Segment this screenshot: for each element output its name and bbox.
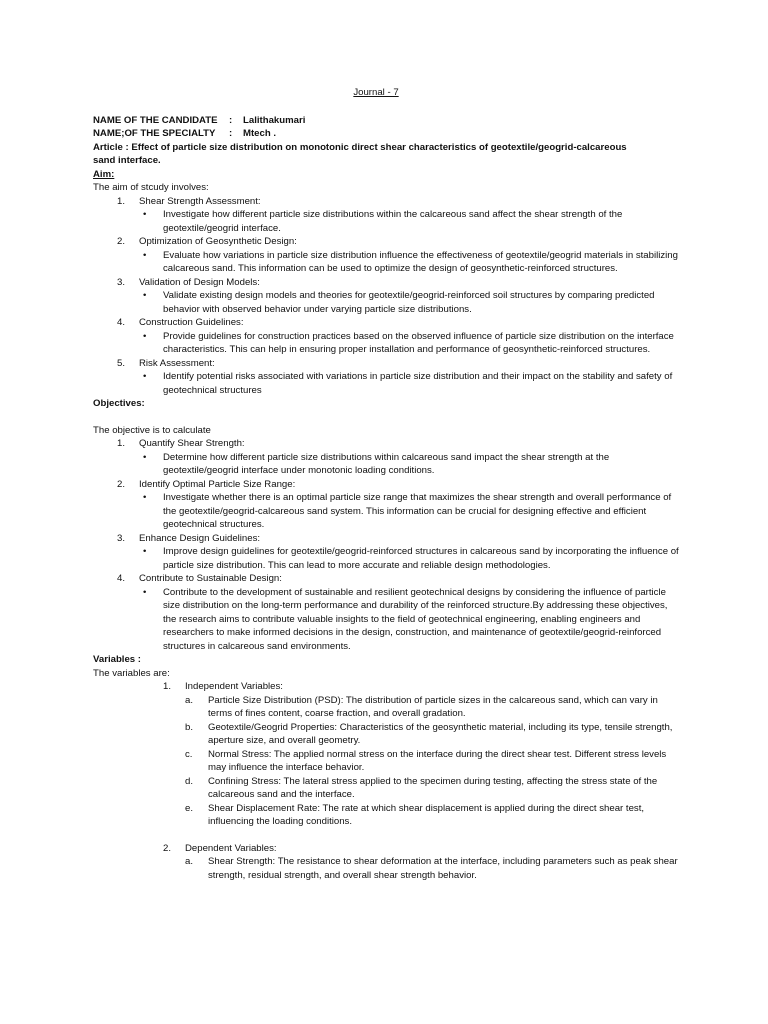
list-letter: a. (185, 856, 194, 867)
bullet-item (93, 249, 683, 276)
specialty-label: NAME;OF THE SPECIALTY (93, 128, 216, 139)
list-item (93, 316, 683, 330)
list-item (93, 775, 683, 802)
bullet-icon: • (143, 546, 147, 557)
list-item (93, 721, 683, 748)
list-item-title: Construction Guidelines: (139, 317, 244, 328)
list-item (93, 532, 683, 546)
list-item-title: Optimization of Geosynthetic Design: (139, 236, 297, 247)
list-item-text: Shear Strength: The resistance to shear deformation at the interface, including parameters such as peak shear strength, residual strength, and overall shear strength behavior. (208, 856, 678, 881)
list-item (93, 276, 683, 290)
list-item-text: Geotextile/Geogrid Properties: Characteristics of the geosynthetic material, including its type, tensile strength, aperture size, and overall geometry. (208, 721, 673, 746)
list-item (93, 855, 683, 882)
list-number: 1. (117, 195, 126, 207)
list-number: 2. (117, 478, 126, 490)
list-letter: e. (185, 802, 194, 814)
list-item-title: Shear Strength Assessment: (139, 195, 261, 207)
list-item-text: Confining Stress: The lateral stress applied to the specimen during testing, affecting the stress state of the calcareous sand and the interface. (208, 775, 658, 800)
list-number: 2. (163, 842, 172, 854)
list-number: 1. (163, 681, 172, 692)
bullet-icon: • (143, 492, 147, 503)
bullet-text: Identify potential risks associated with variations in particle size distribution and their impact on the stability and safety of geotechnical structures (163, 371, 673, 396)
candidate-value: Lalithakumari (243, 114, 306, 126)
objectives-heading: Objectives: (93, 398, 145, 409)
variables-heading: Variables : (93, 654, 141, 665)
list-letter: a. (185, 694, 194, 706)
dependent-variables-item (93, 842, 683, 856)
independent-list (93, 694, 683, 829)
aim-intro: The aim of stcudy involves: (93, 182, 209, 193)
dependent-list (93, 855, 683, 882)
list-item (93, 357, 683, 371)
bullet-text: Improve design guidelines for geotextile/geogrid-reinforced structures in calcareous sand by incorporating the influence of particle size distribution. This can lead to more accurate and reliable design methodologies. (163, 546, 679, 571)
bullet-icon: • (143, 451, 147, 463)
list-item (93, 748, 683, 775)
bullet-text: Investigate whether there is an optimal particle size range that maximizes the shear strength and overall performance of the geotextile/geogrid-calcareous sand system. This information can be crucial for designing effective and efficient geotechnical structures. (163, 492, 672, 530)
list-number: 1. (117, 438, 126, 449)
bullet-text: Evaluate how variations in particle size distribution influence the effectiveness of geotextile/geogrid materials in stabilizing calcareous sand. This information can be used to optimize the design of geosynthetic-reinforced structures. (163, 249, 678, 274)
list-item-text: Particle Size Distribution (PSD): The distribution of particle sizes in the calcareous sand, which can vary in terms of fines content, coarse fraction, and overall gradation. (208, 694, 658, 719)
bullet-text: Investigate how different particle size distributions within the calcareous sand affect the shear strength of the geotextile/geogrid interface. (163, 209, 623, 234)
candidate-colon: : (229, 114, 233, 126)
list-number: 5. (117, 357, 126, 369)
spacer (93, 411, 683, 424)
list-number: 2. (117, 236, 126, 247)
candidate-label: NAME OF THE CANDIDATE (93, 114, 218, 126)
candidate-row (93, 114, 683, 128)
list-item (93, 235, 683, 249)
bullet-item (93, 289, 683, 316)
list-number: 4. (117, 573, 126, 584)
specialty-row (93, 127, 683, 141)
list-letter: b. (185, 721, 194, 733)
bullet-item (93, 451, 683, 478)
objectives-list (93, 437, 683, 653)
bullet-text: Validate existing design models and theories for geotextile/geogrid-reinforced soil structures by comparing predicted behavior with observed behavior under varying particle size distributions. (163, 290, 655, 315)
list-item-title: Contribute to Sustainable Design: (139, 573, 282, 584)
specialty-colon: : (229, 128, 233, 139)
article-title-line2: sand interface. (93, 155, 161, 166)
article-title-line1: Article : Effect of particle size distribution on monotonic direct shear characteristics of geotextile/geogrid-calcareous (93, 141, 627, 153)
document-page (93, 86, 683, 882)
bullet-icon: • (143, 290, 147, 301)
list-item (93, 802, 683, 829)
list-number: 4. (117, 317, 126, 328)
bullet-text: Provide guidelines for construction practices based on the observed influence of particle size distribution on the interface characteristics. This can help in ensuring proper installation and performance of geosynthetic-reinforced structures. (163, 330, 674, 355)
list-item (93, 694, 683, 721)
specialty-value: Mtech . (243, 128, 277, 139)
list-item (93, 437, 683, 451)
bullet-item (93, 586, 683, 654)
bullet-item (93, 491, 683, 532)
list-item-title: Enhance Design Guidelines: (139, 532, 261, 544)
dependent-variables-title: Dependent Variables: (185, 842, 277, 854)
bullet-item (93, 208, 683, 235)
spacer (93, 829, 683, 842)
independent-variables-title: Independent Variables: (185, 681, 283, 692)
objectives-intro: The objective is to calculate (93, 424, 211, 436)
list-letter: d. (185, 775, 194, 787)
aim-heading: Aim: (93, 168, 115, 180)
list-number: 3. (117, 532, 126, 544)
bullet-icon: • (143, 371, 147, 382)
list-item-text: Shear Displacement Rate: The rate at which shear displacement is applied during the direct shear test, influencing the loading conditions. (208, 802, 645, 827)
independent-variables-item (93, 680, 683, 694)
bullet-icon: • (143, 330, 147, 342)
list-item-title: Validation of Design Models: (139, 276, 260, 288)
bullet-text: Determine how different particle size distributions within calcareous sand impact the shear strength at the geotextile/geogrid interface under monotonic loading conditions. (163, 451, 610, 476)
list-number: 3. (117, 276, 126, 288)
list-item-title: Risk Assessment: (139, 357, 215, 369)
list-letter: c. (185, 748, 193, 760)
list-item (93, 572, 683, 586)
list-item-text: Normal Stress: The applied normal stress on the interface during the direct shear test. Different stress levels may influence the interface behavior. (208, 748, 667, 773)
variables-intro: The variables are: (93, 667, 170, 679)
bullet-text: Contribute to the development of sustainable and resilient geotechnical designs by considering the influence of particle size distribution on the long-term performance and durability of the reinforced structure.By addressing these objectives, the research aims to contribute valuable insights to the field of geotechnical engineering, enabling engineers and researchers to make informed decisions in the design, construction, and maintenance of geotextile/geogrid-reinforced structures in calcareous sand environments. (163, 586, 668, 652)
list-item (93, 195, 683, 209)
page-title: Journal - 7 (353, 87, 399, 98)
list-item-title: Quantify Shear Strength: (139, 438, 245, 449)
bullet-icon: • (143, 249, 147, 261)
aims-list (93, 195, 683, 398)
bullet-item (93, 370, 683, 397)
bullet-item (93, 330, 683, 357)
bullet-item (93, 545, 683, 572)
bullet-icon: • (143, 209, 147, 220)
bullet-icon: • (143, 586, 147, 598)
list-item (93, 478, 683, 492)
list-item-title: Identify Optimal Particle Size Range: (139, 478, 296, 490)
